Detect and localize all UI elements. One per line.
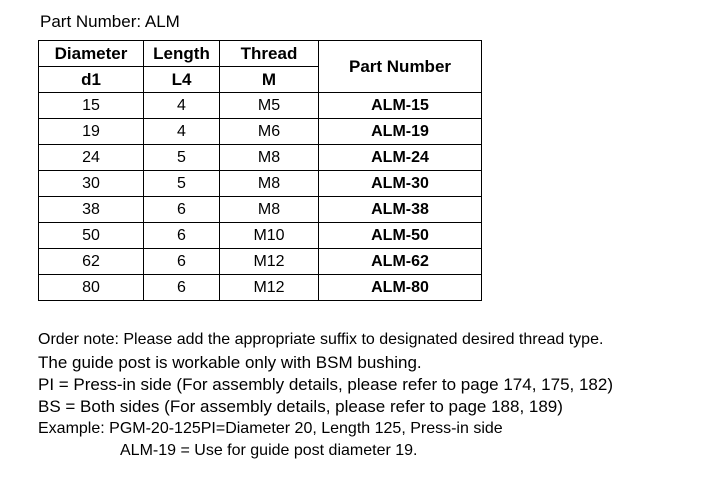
header-d1: d1 xyxy=(39,67,144,93)
order-notes xyxy=(38,329,613,462)
cell-part-number: ALM-15 xyxy=(319,93,482,119)
table-row xyxy=(39,119,482,145)
header-m: M xyxy=(220,67,319,93)
cell-part-number: ALM-62 xyxy=(319,249,482,275)
cell-thread: M8 xyxy=(220,197,319,223)
part-number-table xyxy=(38,40,482,301)
guide-post-note: The guide post is workable only with BSM bushing. xyxy=(38,353,422,372)
table-row xyxy=(39,249,482,275)
cell-d1: 15 xyxy=(39,93,144,119)
cell-l4: 6 xyxy=(144,249,220,275)
cell-d1: 38 xyxy=(39,197,144,223)
cell-part-number: ALM-19 xyxy=(319,119,482,145)
cell-d1: 50 xyxy=(39,223,144,249)
cell-d1: 80 xyxy=(39,275,144,301)
table-row xyxy=(39,93,482,119)
cell-l4: 5 xyxy=(144,171,220,197)
cell-part-number: ALM-24 xyxy=(319,145,482,171)
cell-part-number: ALM-30 xyxy=(319,171,482,197)
table-row xyxy=(39,275,482,301)
cell-l4: 5 xyxy=(144,145,220,171)
cell-thread: M12 xyxy=(220,275,319,301)
cell-part-number: ALM-38 xyxy=(319,197,482,223)
cell-part-number: ALM-80 xyxy=(319,275,482,301)
header-length: Length xyxy=(144,41,220,67)
cell-d1: 19 xyxy=(39,119,144,145)
header-part-number: Part Number xyxy=(319,41,482,93)
table-row xyxy=(39,171,482,197)
cell-thread: M8 xyxy=(220,171,319,197)
table-row xyxy=(39,197,482,223)
table-header-row xyxy=(39,41,482,67)
table-row xyxy=(39,223,482,249)
header-l4: L4 xyxy=(144,67,220,93)
header-diameter: Diameter xyxy=(39,41,144,67)
header-thread: Thread xyxy=(220,41,319,67)
example-note-2: ALM-19 = Use for guide post diameter 19. xyxy=(120,442,418,459)
cell-part-number: ALM-50 xyxy=(319,223,482,249)
cell-l4: 6 xyxy=(144,197,220,223)
cell-thread: M5 xyxy=(220,93,319,119)
cell-thread: M10 xyxy=(220,223,319,249)
cell-d1: 24 xyxy=(39,145,144,171)
cell-l4: 6 xyxy=(144,223,220,249)
example-note: Example: PGM-20-125PI=Diameter 20, Length 125, Press-in side xyxy=(38,420,503,437)
cell-l4: 4 xyxy=(144,93,220,119)
cell-d1: 62 xyxy=(39,249,144,275)
cell-d1: 30 xyxy=(39,171,144,197)
page-title: Part Number: ALM xyxy=(40,12,180,31)
bs-suffix-note: BS = Both sides (For assembly details, please refer to page 188, 189) xyxy=(38,397,563,416)
order-note-text: Order note: Please add the appropriate suffix to designated desired thread type. xyxy=(38,331,604,348)
cell-thread: M6 xyxy=(220,119,319,145)
pi-suffix-note: PI = Press-in side (For assembly details, please refer to page 174, 175, 182) xyxy=(38,375,613,394)
cell-thread: M8 xyxy=(220,145,319,171)
cell-thread: M12 xyxy=(220,249,319,275)
table-row xyxy=(39,145,482,171)
cell-l4: 4 xyxy=(144,119,220,145)
cell-l4: 6 xyxy=(144,275,220,301)
